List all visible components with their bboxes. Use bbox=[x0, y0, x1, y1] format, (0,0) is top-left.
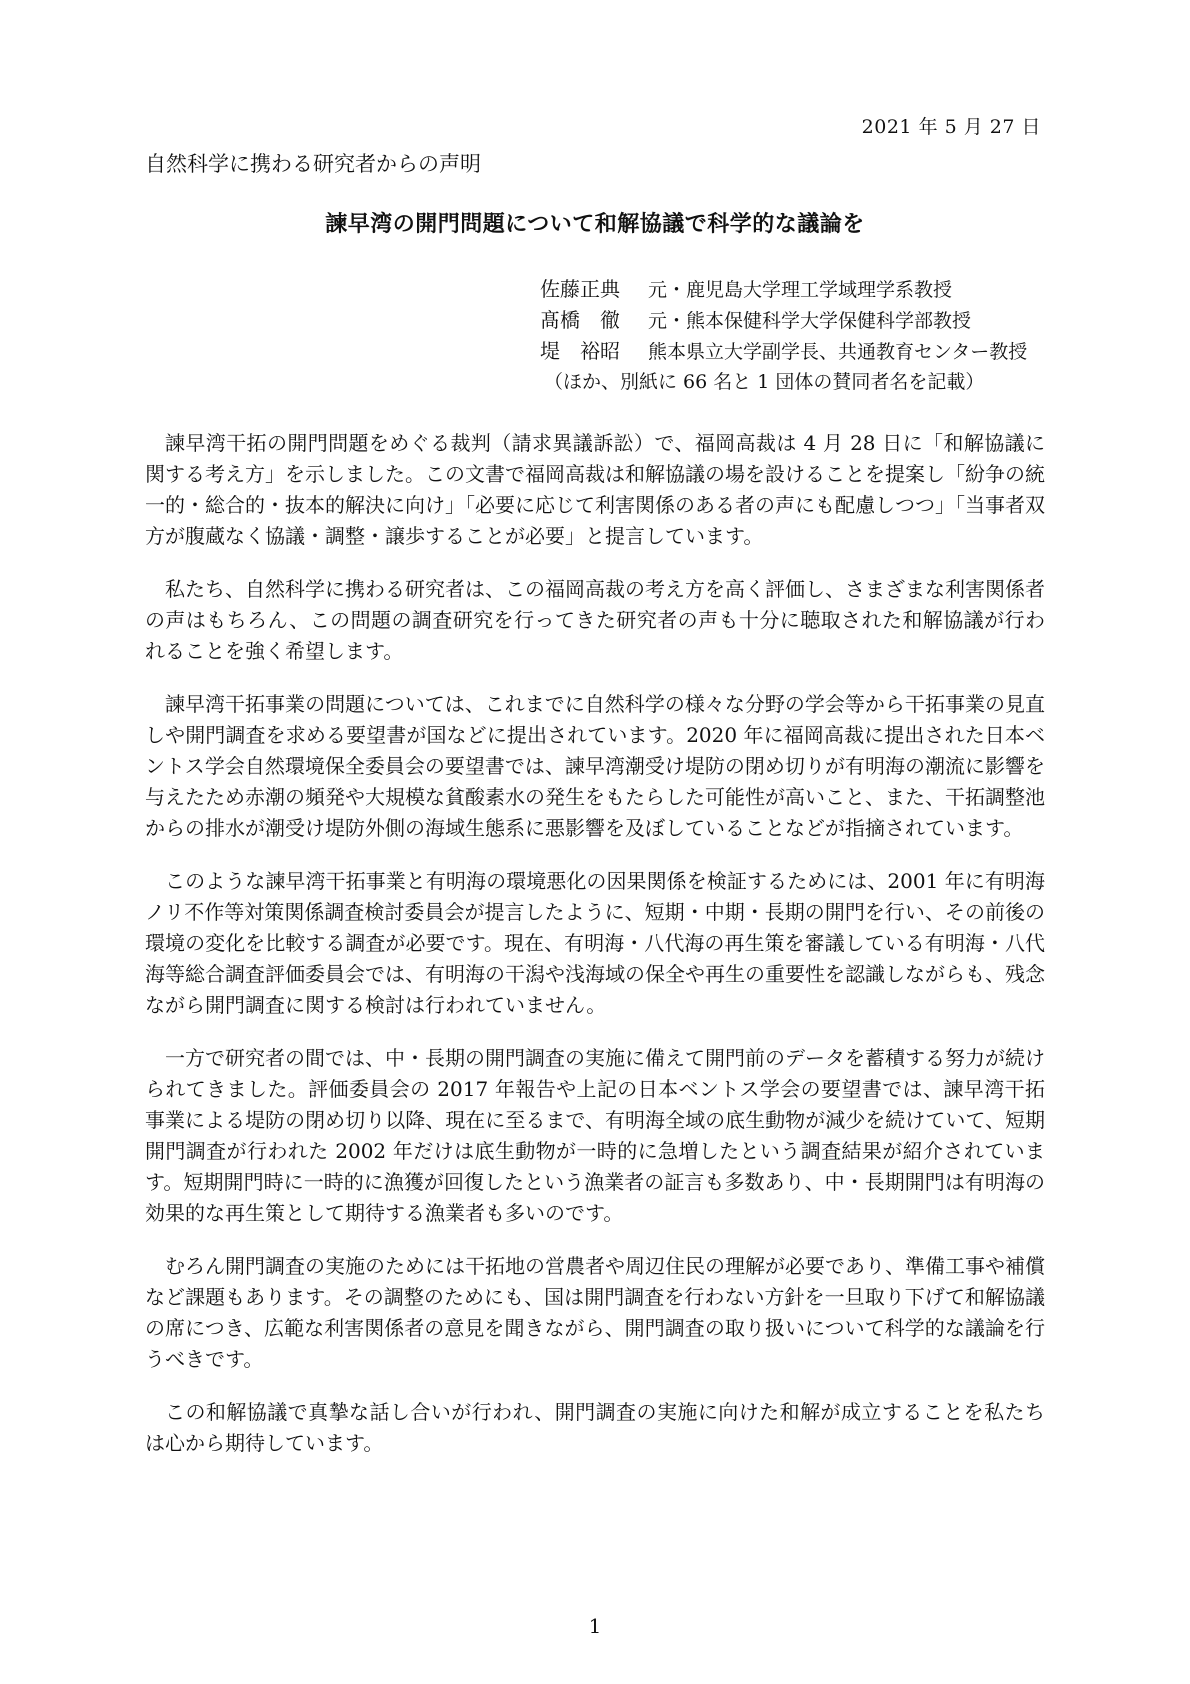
author-row bbox=[540, 336, 1027, 367]
body-paragraph: この和解協議で真摯な話し合いが行われ、開門調査の実施に向けた和解が成立することを私たちは心から期待しています。 bbox=[145, 1400, 1045, 1455]
document-title: 諫早湾の開門問題について和解協議で科学的な議論を bbox=[325, 212, 865, 237]
author-affiliation: 元・鹿児島大学理工学域理学系教授 bbox=[648, 279, 953, 301]
body-paragraph: むろん開門調査の実施のためには干拓地の営農者や周辺住民の理解が必要であり、準備工事や補償など課題もあります。その調整のためにも、国は開門調査を行わない方針を一旦取り下げて和解協議の席につき、広範な利害関係者の意見を聞きながら、開門調査の取り扱いについて科学的な議論を行うべきです。 bbox=[145, 1254, 1045, 1371]
body-paragraph: 私たち、自然科学に携わる研究者は、この福岡高裁の考え方を高く評価し、さまざまな利害関係者の声はもちろん、この問題の調査研究を行ってきた研究者の声も十分に聴取された和解協議が行われることを強く希望します。 bbox=[145, 577, 1045, 663]
supporters-note: （ほか、別紙に 66 名と 1 団体の賛同者名を記載） bbox=[544, 371, 985, 393]
document-subtitle: 自然科学に携わる研究者からの声明 bbox=[145, 152, 481, 176]
page-number: 1 bbox=[588, 1614, 602, 1638]
body-paragraph: このような諫早湾干拓事業と有明海の環境悪化の因果関係を検証するためには、2001 年に有明海ノリ不作等対策関係調査検討委員会が提言したように、短期・中期・長期の開門を行い、その前後の環境の変化を比較する調査が必要です。現在、有明海・八代海の再生策を審議している有明海・八代海等総合調査評価委員会では、有明海の干潟や浅海域の保全や再生の重要性を認識しながらも、残念ながら開門調査に関する検討は行われていません。 bbox=[145, 869, 1045, 1017]
body-paragraph: 諫早湾干拓事業の問題については、これまでに自然科学の様々な分野の学会等から干拓事業の見直しや開門調査を求める要望書が国などに提出されています。2020 年に福岡高裁に提出された日本ベントス学会自然環境保全委員会の要望書では、諫早湾潮受け堤防の閉め切りが有明海の潮流に影響を与えたため赤潮の頻発や大規模な貧酸素水の発生をもたらした可能性が高いこと、また、干拓調整池からの排水が潮受け堤防外側の海域生態系に悪影響を及ぼしていることなどが指摘されています。 bbox=[145, 692, 1045, 840]
document-date: 2021 年 5 月 27 日 bbox=[861, 116, 1041, 138]
body-paragraph: 一方で研究者の間では、中・長期の開門調査の実施に備えて開門前のデータを蓄積する努力が続けられてきました。評価委員会の 2017 年報告や上記の日本ベントス学会の要望書では、諫早湾干拓事業による堤防の閉め切り以降、現在に至るまで、有明海全域の底生動物が減少を続けていて、短期開門調査が行われた 2002 年だけは底生動物が一時的に急増したという調査結果が紹介されています。短期開門時に一時的に漁獲が回復したという漁業者の証言も多数あり、中・長期開門は有明海の効果的な再生策として期待する漁業者も多いのです。 bbox=[145, 1046, 1045, 1225]
author-list bbox=[540, 274, 1027, 398]
author-row bbox=[540, 305, 1027, 336]
author-name: 佐藤正典 bbox=[540, 277, 620, 301]
author-affiliation: 熊本県立大学副学長、共通教育センター教授 bbox=[648, 341, 1028, 363]
author-name: 堤 裕昭 bbox=[540, 339, 620, 363]
author-row bbox=[540, 274, 1027, 305]
author-affiliation: 元・熊本保健科学大学保健科学部教授 bbox=[648, 310, 972, 332]
body-paragraph: 諫早湾干拓の開門問題をめぐる裁判（請求異議訴訟）で、福岡高裁は 4 月 28 日に「和解協議に関する考え方」を示しました。この文書で福岡高裁は和解協議の場を設けることを提案し「紛争の統一的・総合的・抜本的解決に向け」「必要に応じて利害関係のある者の声にも配慮しつつ」「当事者双方が腹蔵なく協議・調整・譲歩することが必要」と提言しています。 bbox=[145, 431, 1045, 548]
author-name: 髙橋 徹 bbox=[540, 308, 620, 332]
document-body bbox=[145, 428, 1045, 1481]
